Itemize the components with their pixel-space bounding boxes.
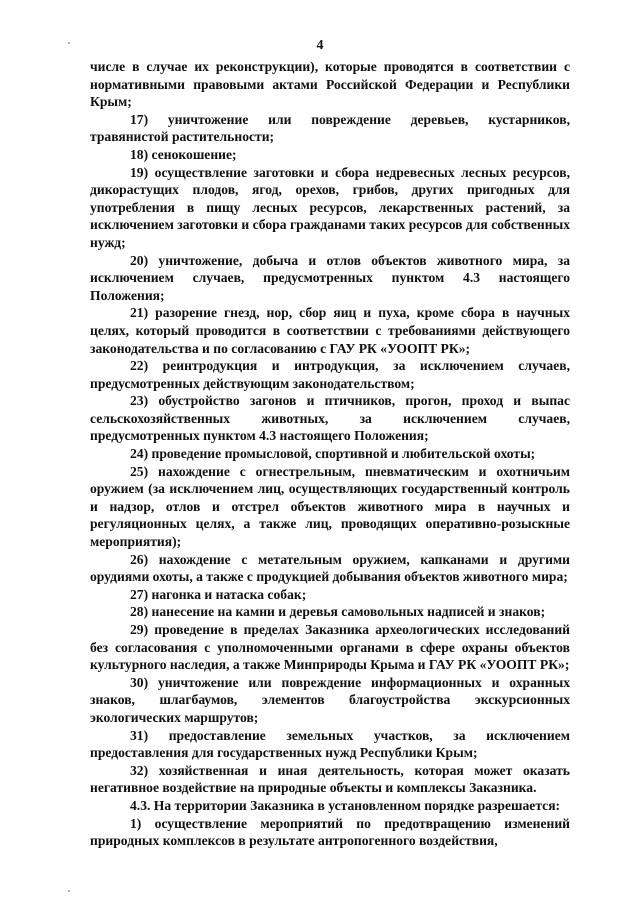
scan-speck bbox=[68, 42, 70, 44]
paragraph: 21) разорение гнезд, нор, сбор яиц и пуха, кроме сбора в научных целях, который проводится в соответствии с требованиями действующего законодательства и по согласованию с ГАУ РК «УООПТ РК»; bbox=[90, 305, 570, 356]
document-body bbox=[90, 58, 570, 850]
paragraph: 4.3. На территории Заказника в установленном порядке разрешается: bbox=[130, 797, 561, 813]
paragraph: 30) уничтожение или повреждение информационных и охранных знаков, шлагбаумов, элементов благоустройства экскурсионных экологических маршрутов; bbox=[90, 674, 570, 725]
paragraph: 31) предоставление земельных участков, за исключением предоставления для государственных нужд Республики Крым; bbox=[90, 727, 570, 761]
paragraph: 22) реинтродукция и интродукция, за исключением случаев, предусмотренных действующим законодательством; bbox=[90, 358, 570, 391]
paragraph: 26) нахождение с метательным оружием, капканами и другими орудиями охоты, а также с продукцией добывания объектов животного мира; bbox=[90, 551, 570, 585]
paragraph: 23) обустройство загонов и птичников, прогон, проход и выпас сельскохозяйственных животных, за исключением случаев, предусмотренных пунктом 4.3 настоящего Положения; bbox=[90, 393, 570, 444]
paragraph: 28) нанесение на камни и деревья самовольных надписей и знаков; bbox=[130, 604, 546, 620]
paragraph: 1) осуществление мероприятий по предотвращению изменений природных комплексов в результате антропогенного воздействия, bbox=[90, 815, 570, 849]
paragraph: 27) нагонка и натаска собак; bbox=[130, 586, 307, 602]
paragraph: 18) сенокошение; bbox=[130, 146, 237, 162]
paragraph: 29) проведение в пределах Заказника археологических исследований без согласования с уполномоченными органами в сфере охраны объектов культурного наследия, а также Минприроды Крыма и ГАУ РК «УООПТ РК»; bbox=[90, 622, 570, 673]
paragraph: 32) хозяйственная и иная деятельность, которая может оказать негативное воздействие на природные объекты и комплексы Заказника. bbox=[90, 762, 570, 796]
page-number: 4 bbox=[316, 38, 324, 53]
paragraph: 17) уничтожение или повреждение деревьев, кустарников, травянистой растительности; bbox=[90, 111, 570, 145]
paragraph: 24) проведение промысловой, спортивной и любительской охоты; bbox=[130, 446, 536, 462]
scan-speck bbox=[68, 890, 70, 892]
paragraph: числе в случае их реконструкции), которые проводятся в соответствии с нормативными правовыми актами Российской Федерации и Республики Крым; bbox=[90, 59, 570, 110]
paragraph: 25) нахождение с огнестрельным, пневматическим и охотничьим оружием (за исключением лиц, осуществляющих государственный контроль и надзор, отлов и отстрел объектов животного мира в научных и регуляционных целях, а также лиц, проводящих оперативно-розыскные мероприятия); bbox=[90, 463, 570, 550]
paragraph: 19) осуществление заготовки и сбора недревесных лесных ресурсов, дикорастущих плодов, ягод, орехов, грибов, других пригодных для употребления в пищу лесных ресурсов, лекарственных растений, за исключением заготовки и сбора гражданами таких ресурсов для собственных нужд; bbox=[90, 164, 570, 250]
paragraph: 20) уничтожение, добыча и отлов объектов животного мира, за исключением случаев, предусмотренных пунктом 4.3 настоящего Положения; bbox=[90, 252, 570, 303]
